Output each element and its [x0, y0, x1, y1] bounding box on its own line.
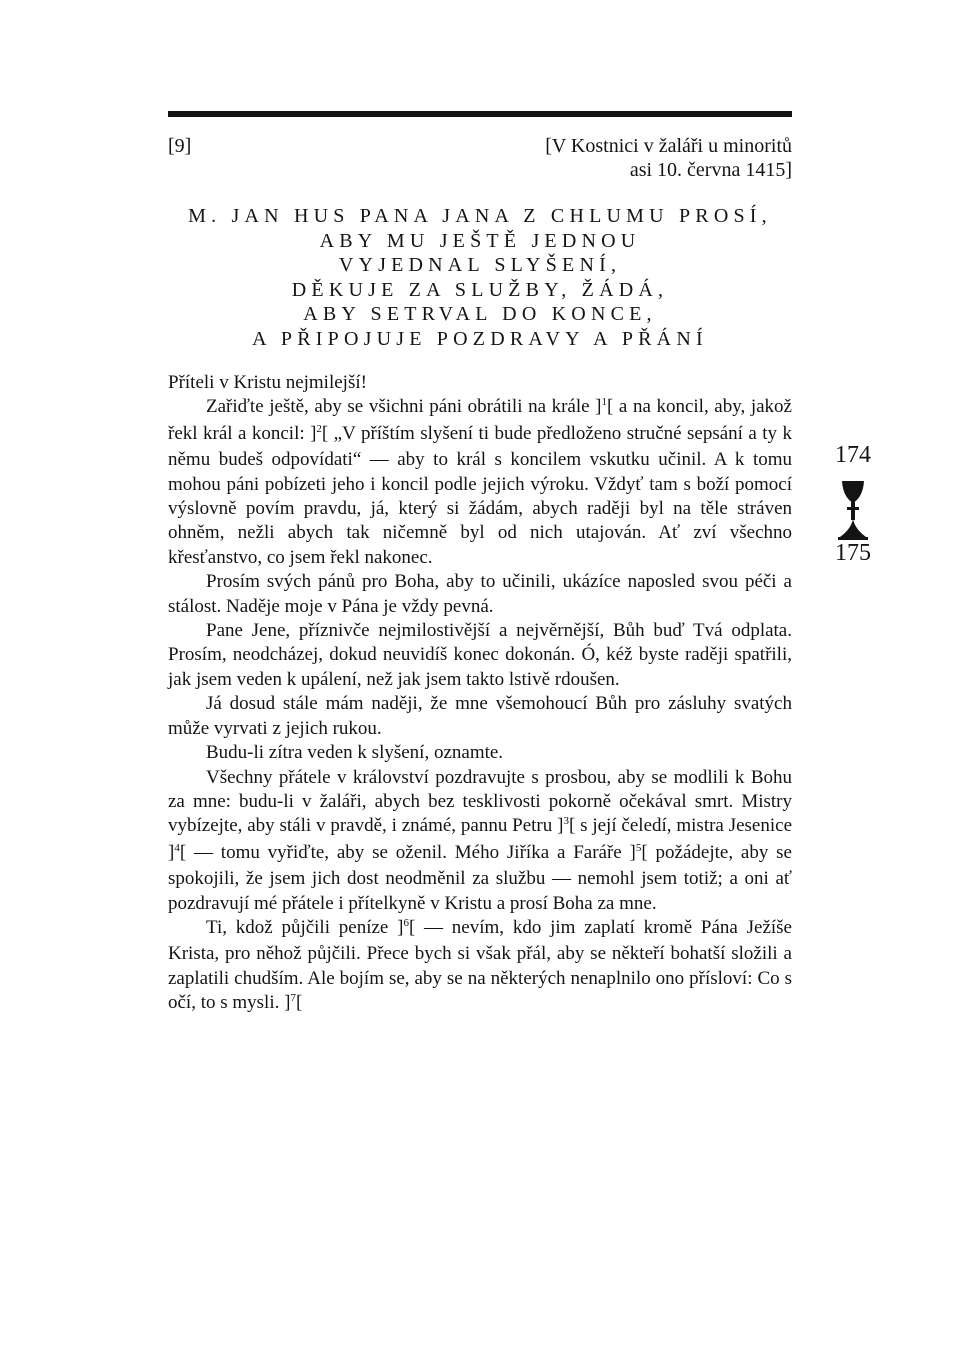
letter-heading [160, 204, 800, 351]
paragraph-1-part-c: [ „V příštím slyšení ti bude předloženo stručné sepsání a ty k němu budeš odpovídati“ — aby to král s koncilem vskutku učinil. A k tomu mohou páni pobízeti jeho i koncil podle jejich výroku. Vždyť tam s boží pomocí výslovně povím pravdu, já, který si žádám, abych raději byl na těle stráven ohněm, nežli abych tak ničemně byl od nich utajován. Ať zví všechno křesťanstvo, co jsem řekl nakonec. [168, 422, 792, 568]
paragraph-1 [168, 395, 792, 570]
margin-page-number-top: 174 [835, 442, 871, 468]
footnote-mark-3: 3 [563, 815, 569, 828]
paragraph-4: Já dosud stále mám naději, že mne všemohoucí Bůh pro zásluhy svatých může vyrvati z jejich rukou. [168, 693, 792, 739]
paragraph-1-part-b: [ a na koncil, aby, jakož řekl král a koncil: ] [168, 396, 792, 444]
paragraph-6-part-b: [ s její čeledí, mistra Jesenice ] [168, 815, 793, 863]
paragraph-6-part-c: [ — tomu vyřiďte, aby se oženil. Mého Jiříka a Faráře ] [179, 841, 636, 863]
chalice-icon [818, 475, 888, 547]
salutation: Příteli v Kristu nejmilejší! [168, 372, 367, 393]
footnote-mark-7: 7 [290, 992, 296, 1005]
paragraph-6-part-d: [ požádejte, aby se spokojili, že jsem jich dost neodměnil za službu — nemohl jsem totiž; a oni ať pozdravují mé přátele i přítelkyně v Kristu a prosí Boha za mne. [168, 841, 792, 914]
paragraph-6 [168, 766, 792, 916]
paragraph-2: Prosím svých pánů pro Boha, aby to učinili, ukázíce naposled svou péči a stálost. Naděje moje v Pána je vždy pevná. [168, 571, 792, 617]
heading-line-1: M. JAN HUS PANA JANA Z CHLUMU PROSÍ, [188, 205, 772, 227]
paragraph-5: Budu-li zítra veden k slyšení, oznamte. [206, 742, 504, 764]
footnote-mark-6: 6 [403, 916, 409, 929]
footnote-mark-5: 5 [635, 841, 642, 854]
paragraph-3: Pane Jene, příznivče nejmilostivější a nejvěrnější, Bůh buď Tvá odplata. Prosím, neodcházej, dokud neuvidíš konec dokonán. Ó, kéž byste raději spatřili, jak jsem veden k upálení, než jak jsem takto lstivě rdoušen. [168, 620, 792, 690]
place-date-line-2: asi 10. června 1415] [629, 159, 792, 181]
top-rule [168, 111, 792, 117]
place-date [472, 134, 792, 182]
paragraph-7 [168, 916, 792, 1018]
paragraph-1-part-a: Zařiďte ještě, aby se všichni páni obrátili na krále ] [206, 396, 602, 418]
heading-line-6: A PŘIPOJUJE POZDRAVY A PŘÁNÍ [252, 327, 708, 350]
place-date-line-1: [V Kostnici v žaláři u minoritů [545, 135, 792, 157]
letter-number: [9] [168, 135, 192, 157]
paragraph-7-part-c: [ [295, 992, 303, 1014]
letter-body [168, 371, 792, 1018]
footnote-mark-2: 2 [316, 422, 322, 435]
heading-line-2: ABY MU JEŠTĚ JEDNOU [319, 229, 641, 252]
heading-line-5: ABY SETRVAL DO KONCE, [303, 303, 657, 325]
margin-page-number-bottom: 175 [835, 540, 871, 566]
paragraph-7-part-b: [ — nevím, kdo jim zaplatí kromě Pána Ježíše Krista, pro něhož půjčili. Přece bych si však přál, aby se někteří bohatší složili a zaplatili chudším. Ale bojím se, aby se na některých nenaplnilo ono přísloví: Co s očí, to s mysli. ] [168, 916, 792, 1014]
heading-line-4: DĚKUJE ZA SLUŽBY, ŽÁDÁ, [291, 278, 669, 301]
heading-line-3: VYJEDNAL SLYŠENÍ, [338, 254, 622, 276]
footnote-mark-4: 4 [174, 841, 180, 854]
footnote-mark-1: 1 [601, 396, 607, 409]
paragraph-7-part-a: Ti, kdož půjčili peníze ] [206, 916, 404, 938]
paragraph-6-part-a: Všechny přátele v království pozdravujte s prosbou, aby se modlili k Bohu za mne: budu-li v žaláři, abych bez tesklivosti pokorně očekával smrt. Mistry vybízejte, aby stáli v pravdě, i známé, pannu Petru ] [168, 766, 792, 837]
